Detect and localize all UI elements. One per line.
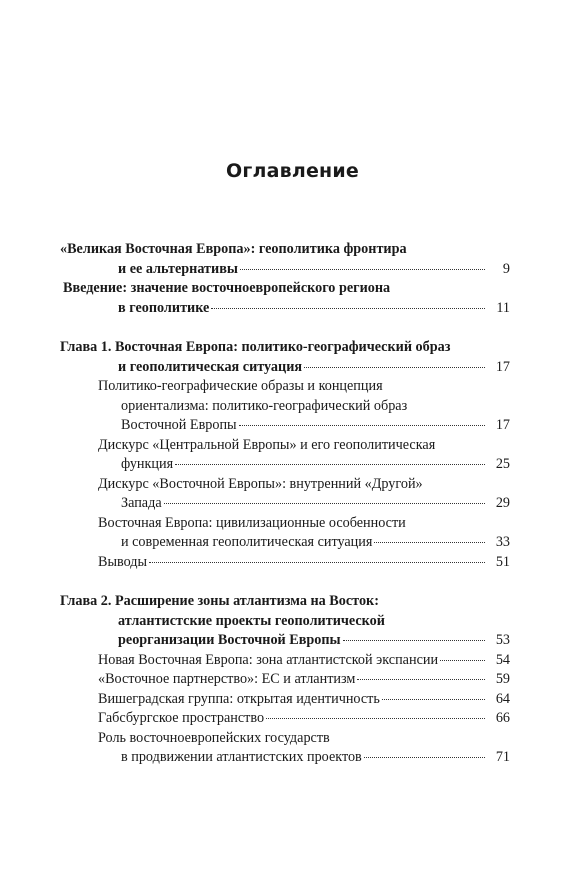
toc-subentry-line xyxy=(60,514,510,534)
page-number: 59 xyxy=(495,671,510,687)
section-title: Новая Восточная Европа: зона атлантистской экспансии xyxy=(98,651,439,668)
dot-leader xyxy=(240,269,485,270)
page-number: 33 xyxy=(495,534,510,550)
section-title: Дискурс «Восточной Европы»: внутренний «Другой» xyxy=(98,475,423,492)
page-number: 53 xyxy=(495,632,510,648)
toc-entry[interactable] xyxy=(60,416,510,436)
toc-heading-text: в геополитике xyxy=(118,299,210,316)
section-title: и современная геополитическая ситуация xyxy=(121,534,373,550)
toc-entry[interactable] xyxy=(60,494,510,514)
chapter-heading-line xyxy=(60,338,510,358)
section-title: в продвижении атлантистских проектов xyxy=(121,749,362,765)
page-number: 54 xyxy=(495,651,510,668)
toc-entry[interactable] xyxy=(60,553,510,573)
section-title: Восточной Европы xyxy=(121,417,237,433)
toc-heading-text: и ее альтернативы xyxy=(118,260,238,277)
page-number: 11 xyxy=(496,299,510,316)
section-title: Политико-географические образы и концепция xyxy=(98,378,383,394)
chapter-title: Глава 2. Расширение зоны атлантизма на Восток: xyxy=(60,593,379,609)
toc-entry[interactable] xyxy=(60,690,510,710)
dot-leader xyxy=(175,464,485,465)
toc-heading-line xyxy=(60,240,510,260)
section-title: Габсбургское пространство xyxy=(98,710,265,726)
page-number: 29 xyxy=(495,495,510,511)
toc-entry[interactable] xyxy=(60,455,510,475)
section-title: Дискурс «Центральной Европы» и его геополитическая xyxy=(98,436,436,453)
section-title: «Восточное партнерство»: ЕС и атлантизм xyxy=(98,671,356,687)
dot-leader xyxy=(374,542,485,543)
toc-heading-text: «Великая Восточная Европа»: геополитика фронтира xyxy=(60,241,407,257)
toc-entry[interactable] xyxy=(60,358,510,378)
toc-entry[interactable] xyxy=(60,631,510,651)
section-title: Выводы xyxy=(98,553,148,570)
toc-entry[interactable] xyxy=(60,651,510,671)
section-title: Запада xyxy=(121,495,162,511)
section-title: Восточная Европа: цивилизационные особенности xyxy=(98,514,406,531)
page-number: 71 xyxy=(495,749,510,765)
page-number: 64 xyxy=(495,690,510,707)
toc-subentry-line xyxy=(60,436,510,456)
toc-entry[interactable] xyxy=(60,670,510,690)
dot-leader xyxy=(440,660,485,661)
dot-leader xyxy=(239,425,485,426)
toc-subentry-line xyxy=(60,397,510,417)
dot-leader xyxy=(304,367,485,368)
dot-leader xyxy=(164,503,485,504)
toc-heading-text: Введение: значение восточноевропейского региона xyxy=(63,280,391,296)
chapter-title: и геополитическая ситуация xyxy=(118,358,303,375)
page-number: 17 xyxy=(495,417,510,433)
section-title: ориентализма: политико-географический образ xyxy=(121,397,408,414)
dot-leader xyxy=(211,308,485,309)
toc-entry[interactable] xyxy=(60,533,510,553)
section-title: Вишеградская группа: открытая идентичность xyxy=(98,690,380,707)
table-of-contents xyxy=(60,240,510,768)
dot-leader xyxy=(343,640,485,641)
chapter-title: атлантистские проекты геополитической xyxy=(118,612,385,629)
page-title: Оглавление xyxy=(226,160,359,182)
spacer xyxy=(60,318,510,338)
page-number: 9 xyxy=(502,260,510,277)
toc-subentry-line xyxy=(60,475,510,495)
page-number: 25 xyxy=(495,456,510,472)
spacer xyxy=(60,572,510,592)
toc-entry[interactable] xyxy=(60,260,510,280)
dot-leader xyxy=(364,757,485,758)
page-number: 17 xyxy=(495,358,510,375)
chapter-heading-line xyxy=(60,612,510,632)
toc-heading-line xyxy=(60,279,510,299)
toc-entry[interactable] xyxy=(60,299,510,319)
dot-leader xyxy=(382,699,485,700)
section-title: Роль восточноевропейских государств xyxy=(98,729,330,746)
dot-leader xyxy=(357,679,485,680)
toc-subentry-line xyxy=(60,729,510,749)
dot-leader xyxy=(149,562,485,563)
page-number: 51 xyxy=(495,553,510,570)
toc-entry[interactable] xyxy=(60,748,510,768)
toc-entry[interactable] xyxy=(60,709,510,729)
chapter-title: реорганизации Восточной Европы xyxy=(118,632,341,648)
chapter-title: Глава 1. Восточная Европа: политико-географический образ xyxy=(60,339,451,355)
dot-leader xyxy=(266,718,485,719)
toc-subentry-line xyxy=(60,377,510,397)
chapter-heading-line xyxy=(60,592,510,612)
page-number: 66 xyxy=(495,710,510,726)
section-title: функция xyxy=(121,456,174,472)
